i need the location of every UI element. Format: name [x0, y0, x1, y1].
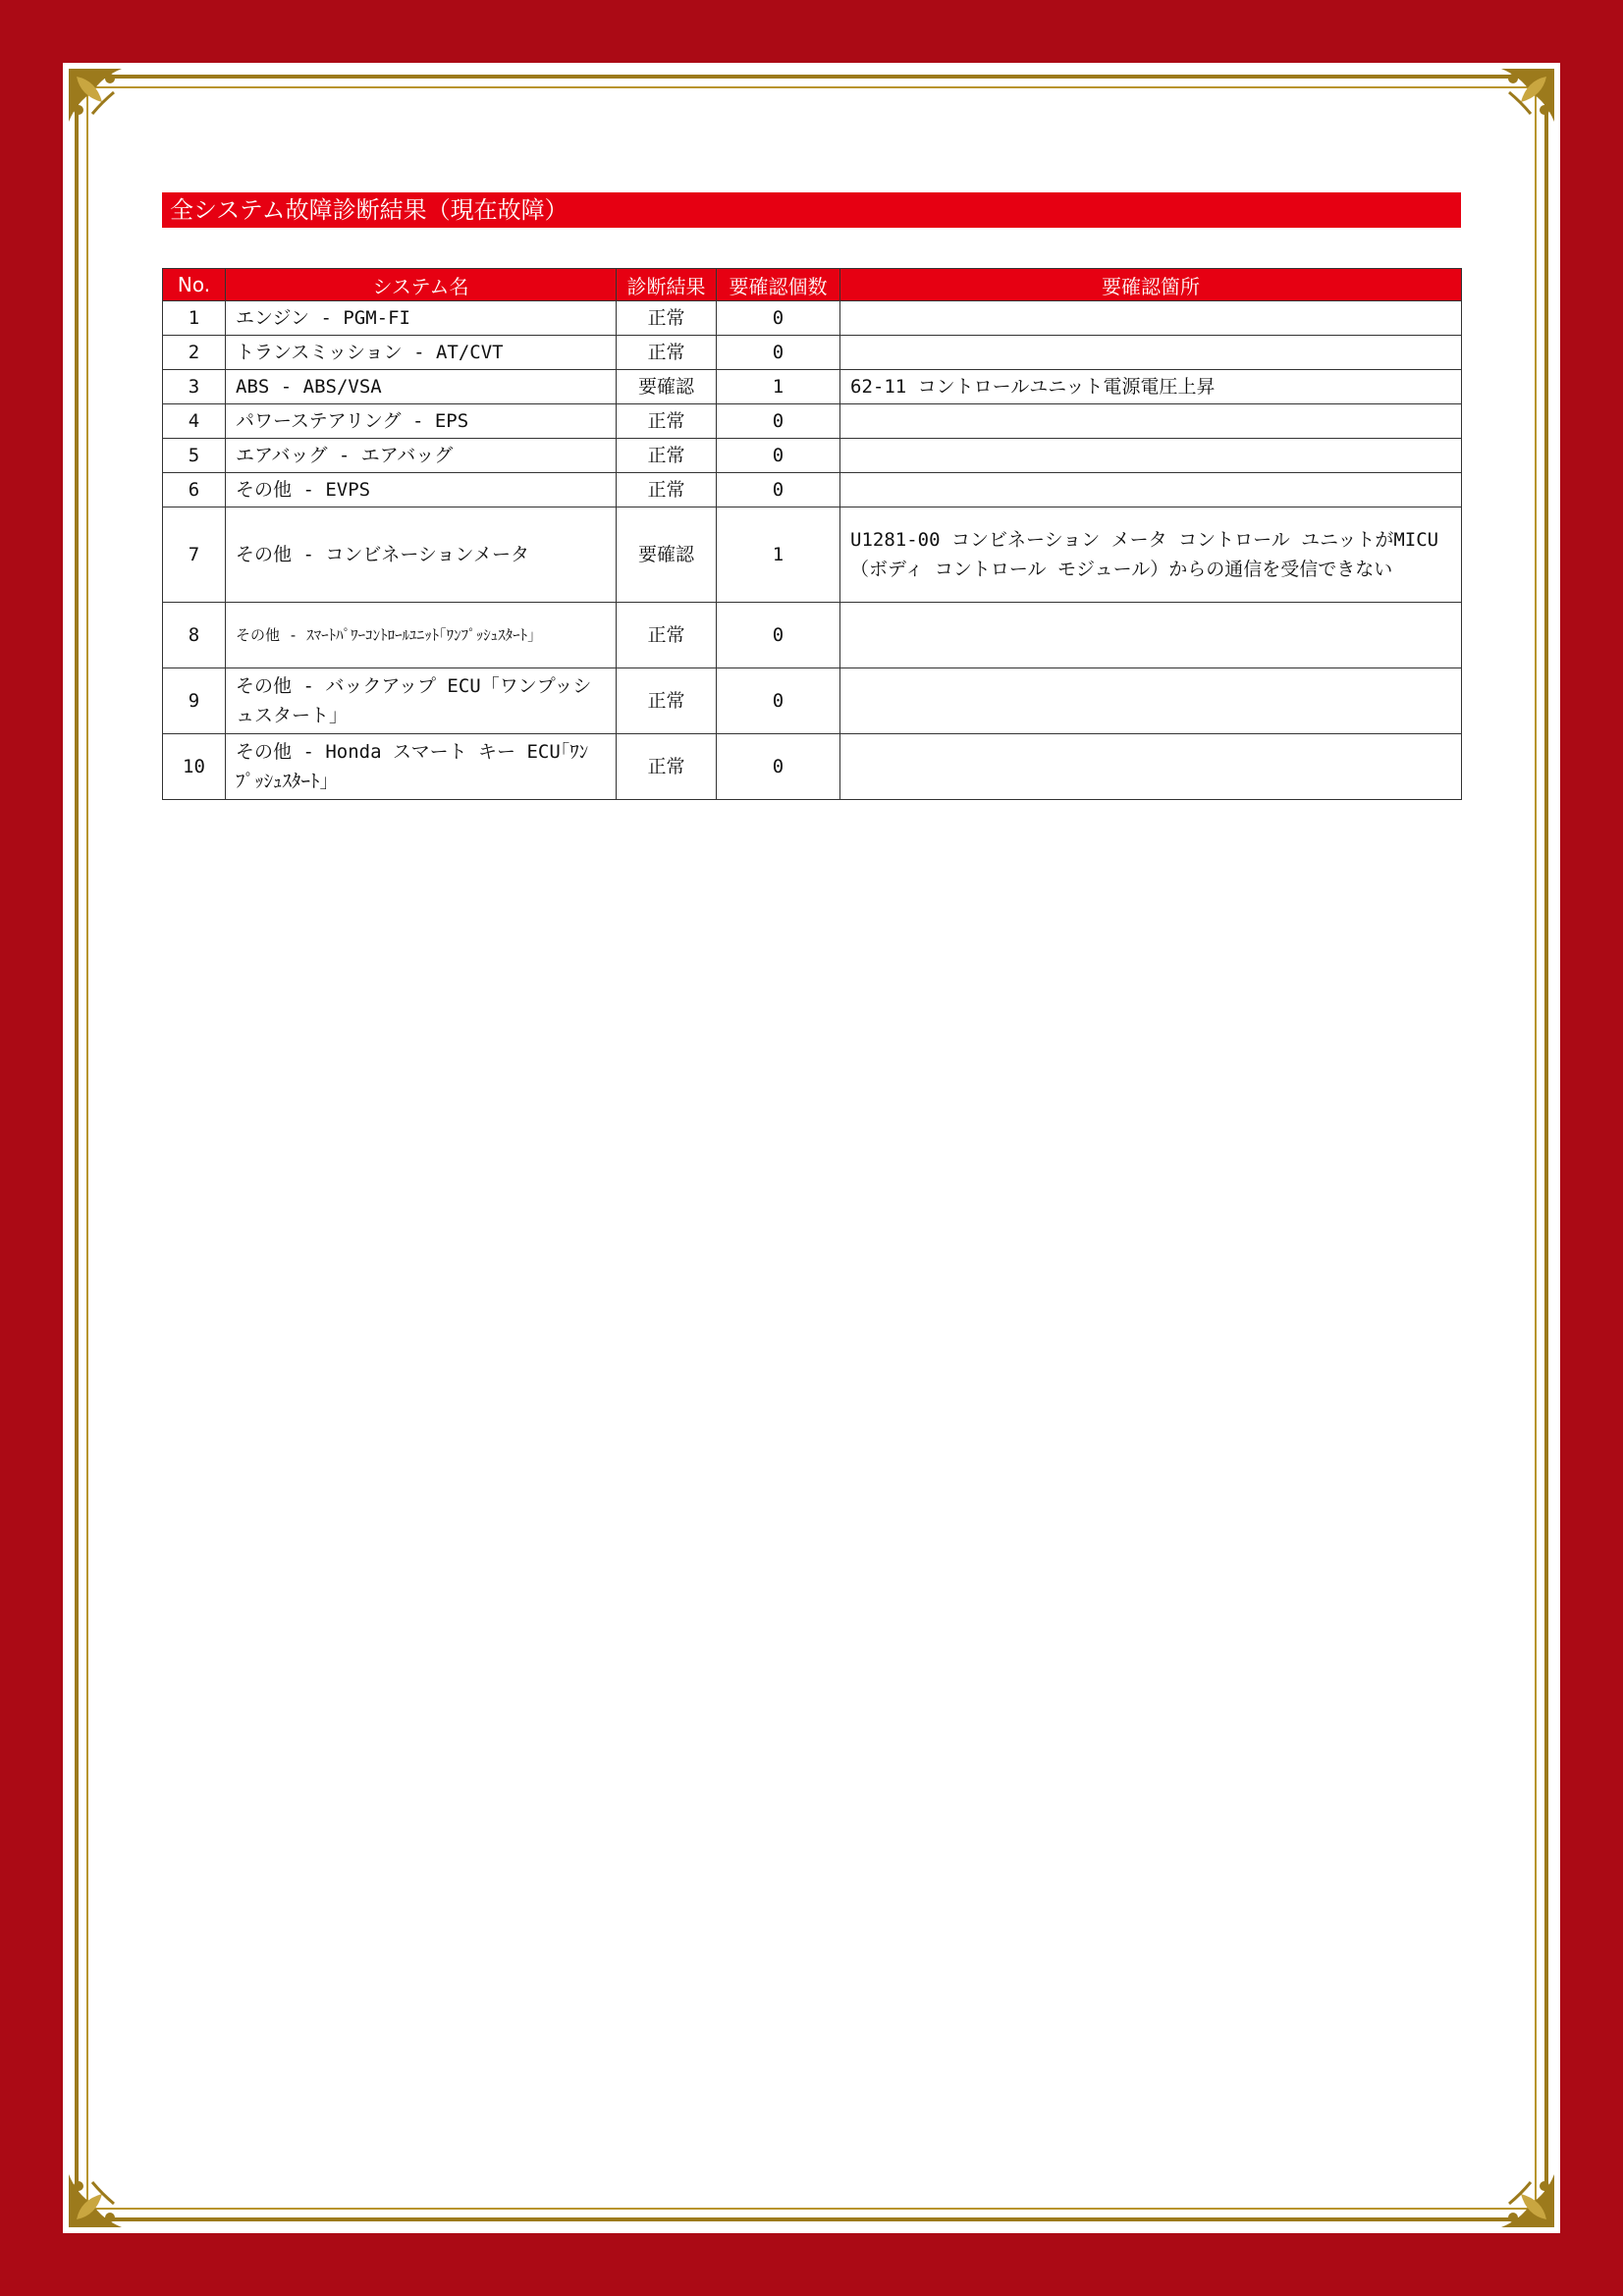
corner-ornament-icon — [63, 63, 157, 157]
row-result: 正常 — [617, 603, 717, 668]
table-row — [163, 603, 1462, 668]
row-result: 要確認 — [617, 370, 717, 404]
column-header-result: 診断結果 — [617, 269, 717, 301]
row-system: その他 - ｽﾏｰﾄﾊﾟﾜｰｺﾝﾄﾛｰﾙﾕﾆｯﾄ｢ﾜﾝﾌﾟｯｼｭｽﾀｰﾄ｣ — [226, 603, 617, 668]
column-header-detail: 要確認箇所 — [840, 269, 1462, 301]
row-system: その他 - EVPS — [226, 473, 617, 507]
row-detail — [840, 734, 1462, 800]
row-system: その他 - バックアップ ECU「ワンプッシュスタート」 — [226, 668, 617, 734]
row-count: 0 — [717, 603, 840, 668]
row-count: 0 — [717, 473, 840, 507]
table-row — [163, 370, 1462, 404]
diagnosis-table — [162, 268, 1462, 800]
row-detail — [840, 603, 1462, 668]
row-detail: U1281-00 コンビネーション メータ コントロール ユニットがMICU（ボディ コントロール モジュール）からの通信を受信できない — [840, 507, 1462, 603]
corner-ornament-icon — [63, 2139, 157, 2233]
row-detail: 62-11 コントロールユニット電源電圧上昇 — [840, 370, 1462, 404]
row-system: エアバッグ - エアバッグ — [226, 439, 617, 473]
row-system: トランスミッション - AT/CVT — [226, 336, 617, 370]
row-count: 0 — [717, 734, 840, 800]
row-system: その他 - Honda スマート キー ECU｢ﾜﾝﾌﾟｯｼｭｽﾀｰﾄ｣ — [226, 734, 617, 800]
row-no: 5 — [163, 439, 226, 473]
row-no: 4 — [163, 404, 226, 439]
row-system: パワーステアリング - EPS — [226, 404, 617, 439]
column-header-system: システム名 — [226, 269, 617, 301]
row-count: 0 — [717, 301, 840, 336]
column-header-no: No. — [163, 269, 226, 301]
row-result: 正常 — [617, 473, 717, 507]
table-row — [163, 404, 1462, 439]
table-row — [163, 734, 1462, 800]
row-detail — [840, 336, 1462, 370]
row-system: ABS - ABS/VSA — [226, 370, 617, 404]
row-result: 正常 — [617, 734, 717, 800]
table-header-row — [163, 269, 1462, 301]
row-system: エンジン - PGM-FI — [226, 301, 617, 336]
table-row — [163, 668, 1462, 734]
row-no: 10 — [163, 734, 226, 800]
row-count: 1 — [717, 507, 840, 603]
row-no: 9 — [163, 668, 226, 734]
row-count: 1 — [717, 370, 840, 404]
report-sheet — [63, 63, 1560, 2233]
section-title: 全システム故障診断結果（現在故障） — [162, 192, 1461, 228]
row-detail — [840, 404, 1462, 439]
row-detail — [840, 668, 1462, 734]
row-result: 正常 — [617, 301, 717, 336]
row-detail — [840, 301, 1462, 336]
corner-ornament-icon — [1466, 2139, 1560, 2233]
table-row — [163, 507, 1462, 603]
table-row — [163, 473, 1462, 507]
table-row — [163, 439, 1462, 473]
row-system: その他 - コンビネーションメータ — [226, 507, 617, 603]
table-row — [163, 336, 1462, 370]
row-no: 2 — [163, 336, 226, 370]
column-header-count: 要確認個数 — [717, 269, 840, 301]
row-detail — [840, 439, 1462, 473]
row-no: 6 — [163, 473, 226, 507]
row-result: 要確認 — [617, 507, 717, 603]
row-result: 正常 — [617, 439, 717, 473]
row-result: 正常 — [617, 336, 717, 370]
row-count: 0 — [717, 404, 840, 439]
row-count: 0 — [717, 668, 840, 734]
table-row — [163, 301, 1462, 336]
row-count: 0 — [717, 439, 840, 473]
row-count: 0 — [717, 336, 840, 370]
corner-ornament-icon — [1466, 63, 1560, 157]
row-no: 3 — [163, 370, 226, 404]
row-no: 8 — [163, 603, 226, 668]
row-detail — [840, 473, 1462, 507]
row-no: 1 — [163, 301, 226, 336]
row-result: 正常 — [617, 668, 717, 734]
row-no: 7 — [163, 507, 226, 603]
row-result: 正常 — [617, 404, 717, 439]
